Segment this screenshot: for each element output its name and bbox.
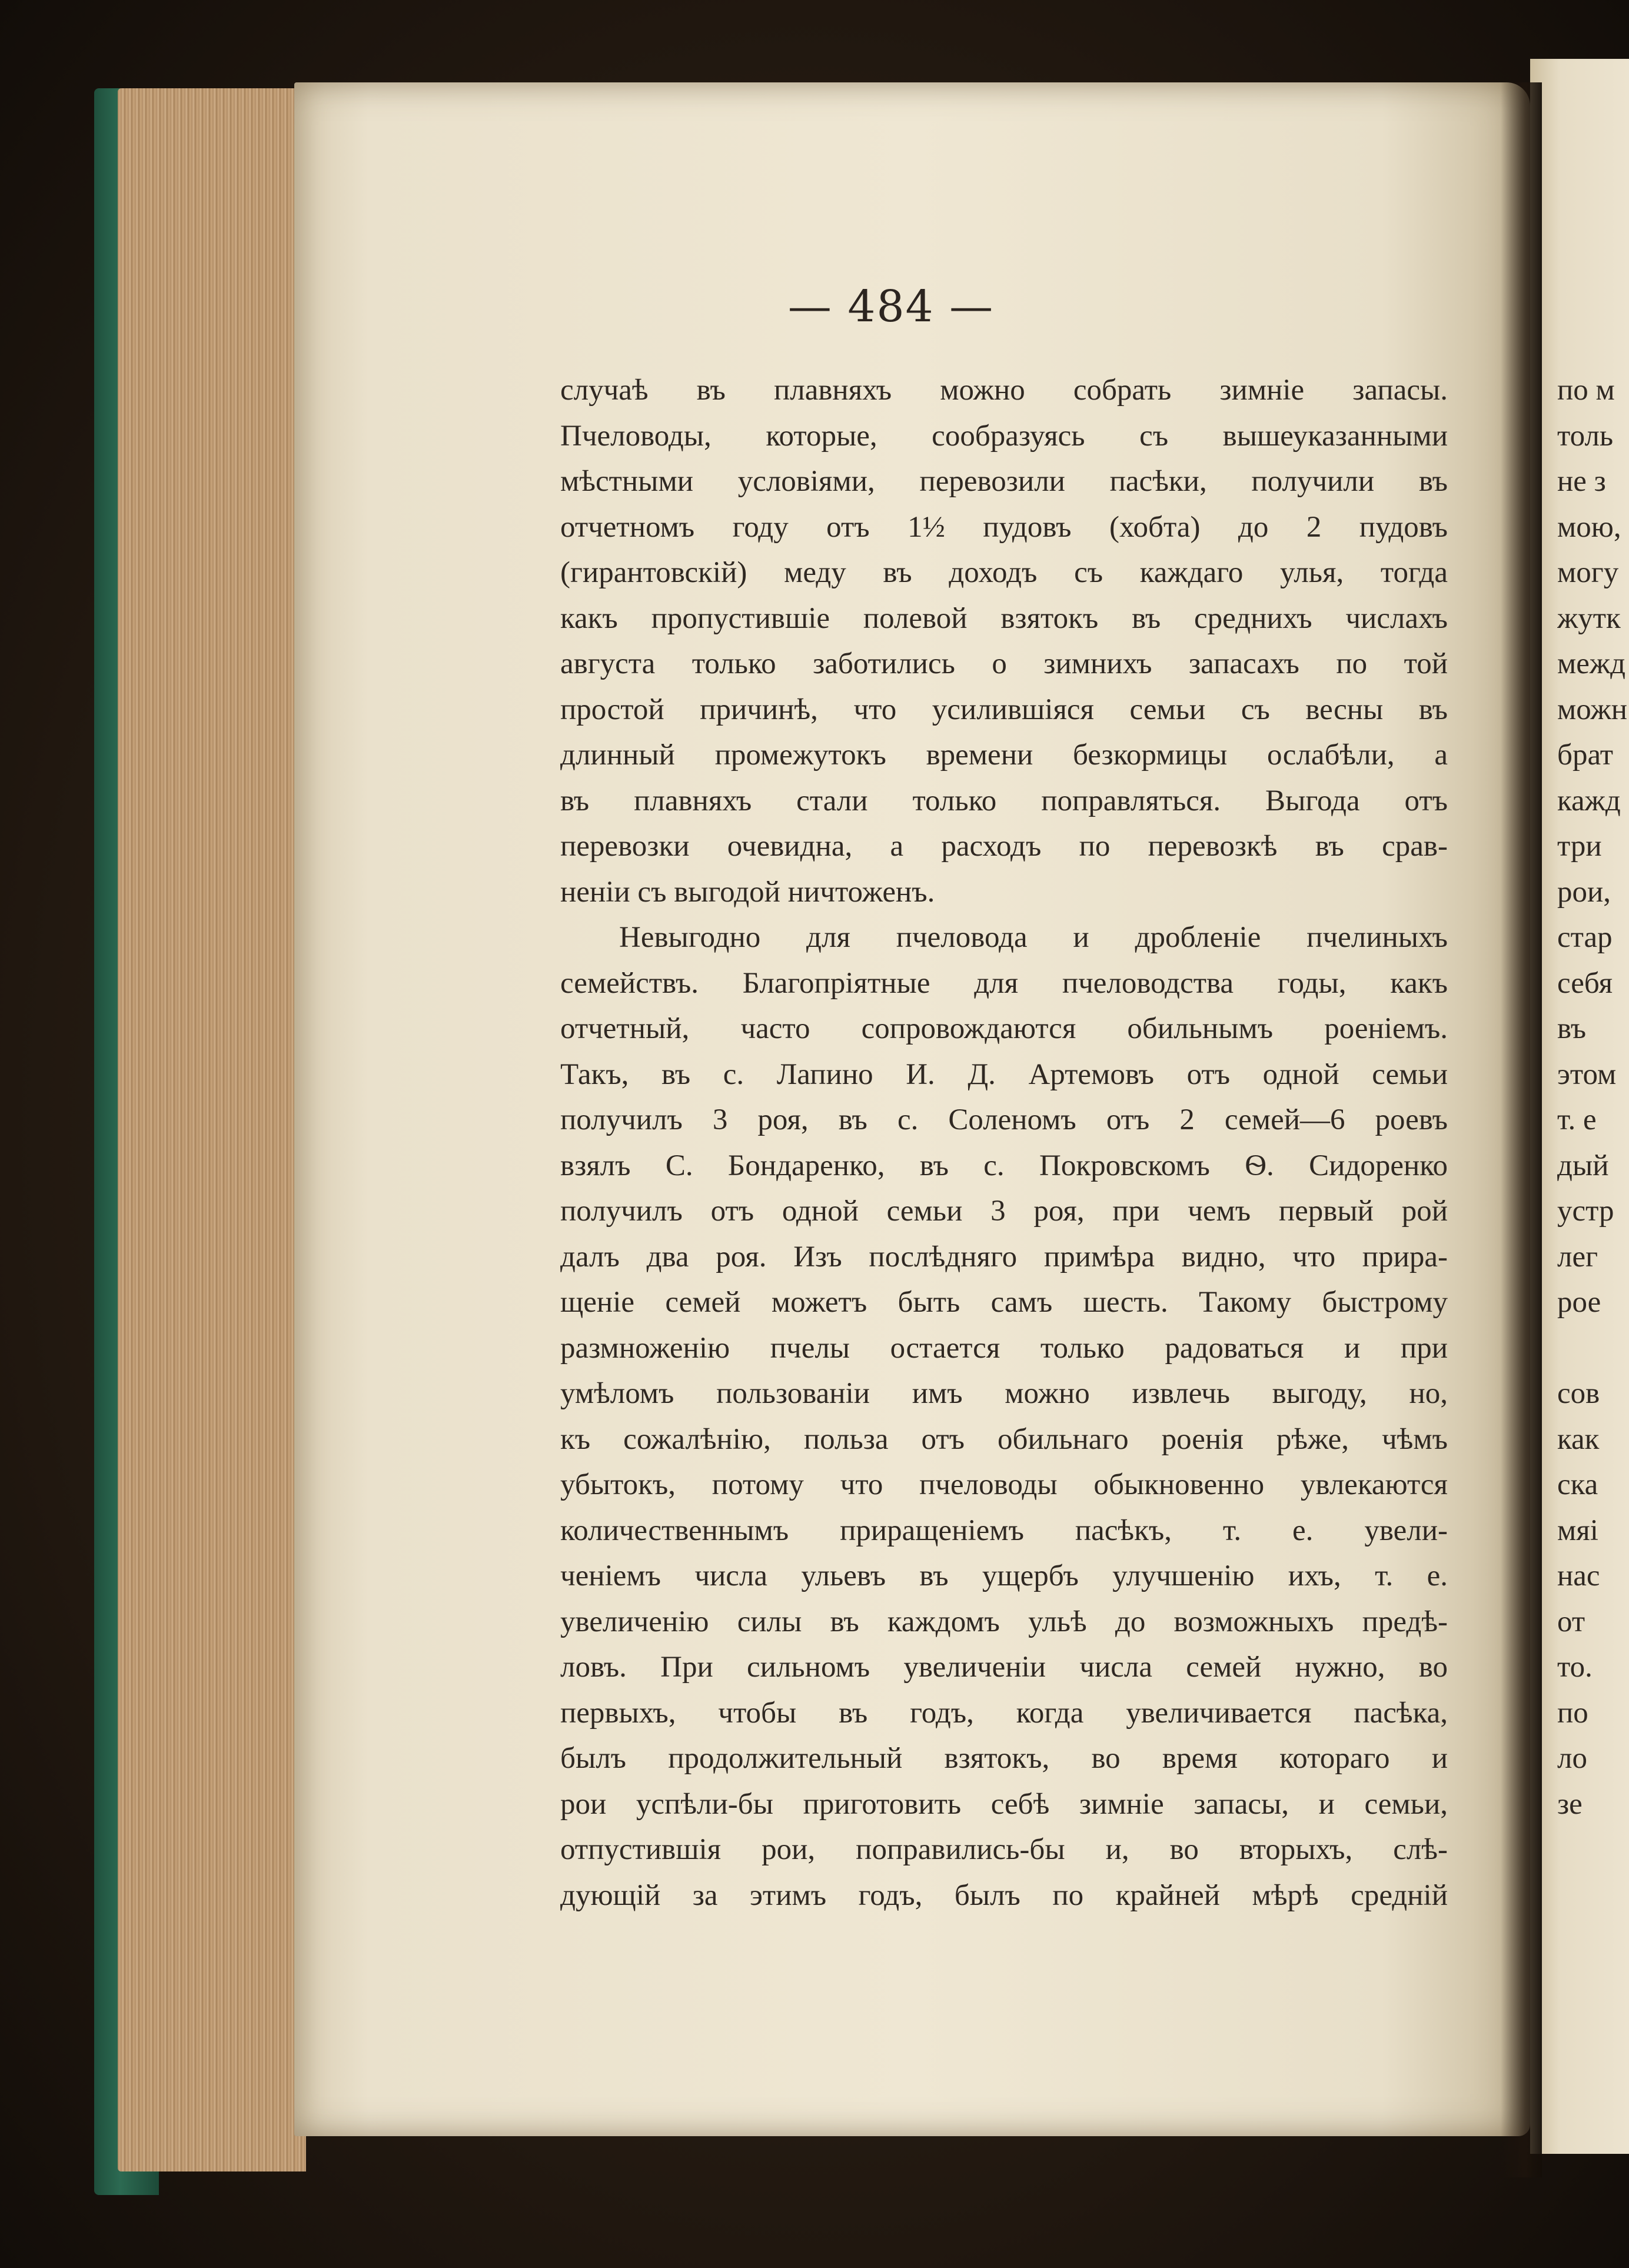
facing-page-text: [1557, 368, 1629, 1827]
text-line: далъ два роя. Изъ послѣдняго примѣра видно, что прира-: [560, 1240, 1448, 1273]
text-line: получилъ отъ одной семьи 3 роя, при чемъ первый рой: [560, 1195, 1448, 1228]
text-line: Пчеловоды, которые, сообразуясь съ вышеуказанными: [560, 419, 1448, 453]
text-line: семействъ. Благопріятные для пчеловодства годы, какъ: [560, 966, 1448, 1000]
facing-line: сов: [1557, 1377, 1600, 1410]
facing-line: три: [1557, 830, 1602, 863]
text-line: былъ продолжительный взятокъ, во время котораго и: [560, 1742, 1448, 1775]
facing-line: въ: [1557, 1012, 1587, 1045]
text-line: отпустившія рои, поправились-бы и, во вторыхъ, слѣ-: [560, 1833, 1448, 1866]
facing-line: дый: [1557, 1149, 1609, 1182]
text-line: Такъ, въ с. Лапино И. Д. Артемовъ отъ одной семьи: [560, 1057, 1448, 1091]
facing-line: можн: [1557, 693, 1628, 726]
facing-line: по м: [1557, 374, 1615, 407]
text-line: отчетномъ году отъ 1½ пудовъ (хобта) до 2 пудовъ: [560, 510, 1448, 544]
text-line: рои успѣли-бы приготовить себѣ зимніе запасы, и семьи,: [560, 1787, 1448, 1821]
text-line: ченіемъ числа ульевъ въ ущербъ улучшенію ихъ, т. е.: [560, 1559, 1448, 1592]
facing-line: себя: [1557, 966, 1613, 1000]
text-line: взялъ С. Бондаренко, въ с. Покровскомъ Ѳ. Сидоренко: [560, 1149, 1448, 1182]
text-line: августа только заботились о зимнихъ запасахъ по той: [560, 647, 1448, 680]
facing-line: брат: [1557, 739, 1614, 771]
facing-line: т. е: [1557, 1103, 1597, 1136]
text-line: ловъ. При сильномъ увеличеніи числа семей нужно, во: [560, 1651, 1448, 1684]
facing-line: этом: [1557, 1057, 1617, 1091]
main-text-block: [560, 368, 1448, 1918]
text-line: (гирантовскій) меду въ доходъ съ каждаго улья, тогда: [560, 556, 1448, 589]
text-line: дующій за этимъ годъ, былъ по крайней мѣрѣ средній: [560, 1878, 1448, 1912]
text-line: Невыгодно для пчеловода и дробленіе пчелиныхъ: [619, 921, 1448, 954]
page-number: — 484 —: [787, 281, 995, 332]
facing-line: рои,: [1557, 875, 1611, 909]
text-line: перевозки очевидна, а расходъ по перевозкѣ въ срав-: [560, 830, 1448, 863]
text-line: случаѣ въ плавняхъ можно собрать зимніе запасы.: [560, 374, 1448, 407]
facing-line: от: [1557, 1605, 1585, 1638]
text-line: какъ пропустившіе полевой взятокъ въ среднихъ числахъ: [560, 601, 1448, 635]
facing-line: мою,: [1557, 510, 1621, 544]
text-line: простой причинѣ, что усилившіяся семьи съ весны въ: [560, 693, 1448, 726]
page-stack-edges: [118, 88, 306, 2171]
text-line: размноженію пчелы остается только радоваться и при: [560, 1331, 1448, 1365]
text-line: количественнымъ приращеніемъ пасѣкъ, т. е. увели-: [560, 1514, 1448, 1547]
facing-line: ска: [1557, 1468, 1598, 1501]
facing-line: кажд: [1557, 784, 1621, 817]
facing-line: нас: [1557, 1559, 1600, 1592]
book-gutter-shadow: [1501, 82, 1542, 2177]
facing-line: по: [1557, 1696, 1588, 1730]
facing-line: стар: [1557, 921, 1613, 954]
facing-paragraph-gap: [1557, 1326, 1629, 1372]
facing-line: рое: [1557, 1286, 1601, 1319]
facing-line: зе: [1557, 1787, 1583, 1821]
text-line: отчетный, часто сопровождаются обильнымъ роеніемъ.: [560, 1012, 1448, 1045]
facing-line: могу: [1557, 556, 1619, 589]
text-line: въ плавняхъ стали только поправляться. Выгода отъ: [560, 784, 1448, 817]
facing-line: толь: [1557, 419, 1614, 453]
text-line: мѣстными условіями, перевозили пасѣки, получили въ: [560, 465, 1448, 498]
text-line: убытокъ, потому что пчеловоды обыкновенно увлекаются: [560, 1468, 1448, 1501]
text-line: къ сожалѣнію, польза отъ обильнаго роенія рѣже, чѣмъ: [560, 1422, 1448, 1456]
text-line: первыхъ, чтобы въ годъ, когда увеличивается пасѣка,: [560, 1696, 1448, 1730]
facing-line: межд: [1557, 647, 1626, 680]
facing-line: устр: [1557, 1195, 1614, 1228]
facing-line: то.: [1557, 1651, 1593, 1684]
facing-line: лег: [1557, 1240, 1598, 1273]
text-line: щеніе семей можетъ быть самъ шесть. Такому быстрому: [560, 1286, 1448, 1319]
text-line: получилъ 3 роя, въ с. Соленомъ отъ 2 семей—6 роевъ: [560, 1103, 1448, 1136]
facing-line: мяі: [1557, 1514, 1598, 1547]
facing-line: ло: [1557, 1742, 1587, 1775]
facing-line: как: [1557, 1422, 1600, 1456]
text-line: увеличенію силы въ каждомъ ульѣ до возможныхъ предѣ-: [560, 1605, 1448, 1638]
text-line: неніи съ выгодой ничтоженъ.: [560, 875, 935, 909]
text-line: длинный промежутокъ времени безкормицы ослабѣли, а: [560, 739, 1448, 771]
facing-line: не з: [1557, 465, 1606, 498]
facing-line: жутк: [1557, 601, 1621, 635]
text-line: умѣломъ пользованіи имъ можно извлечь выгоду, но,: [560, 1377, 1448, 1410]
